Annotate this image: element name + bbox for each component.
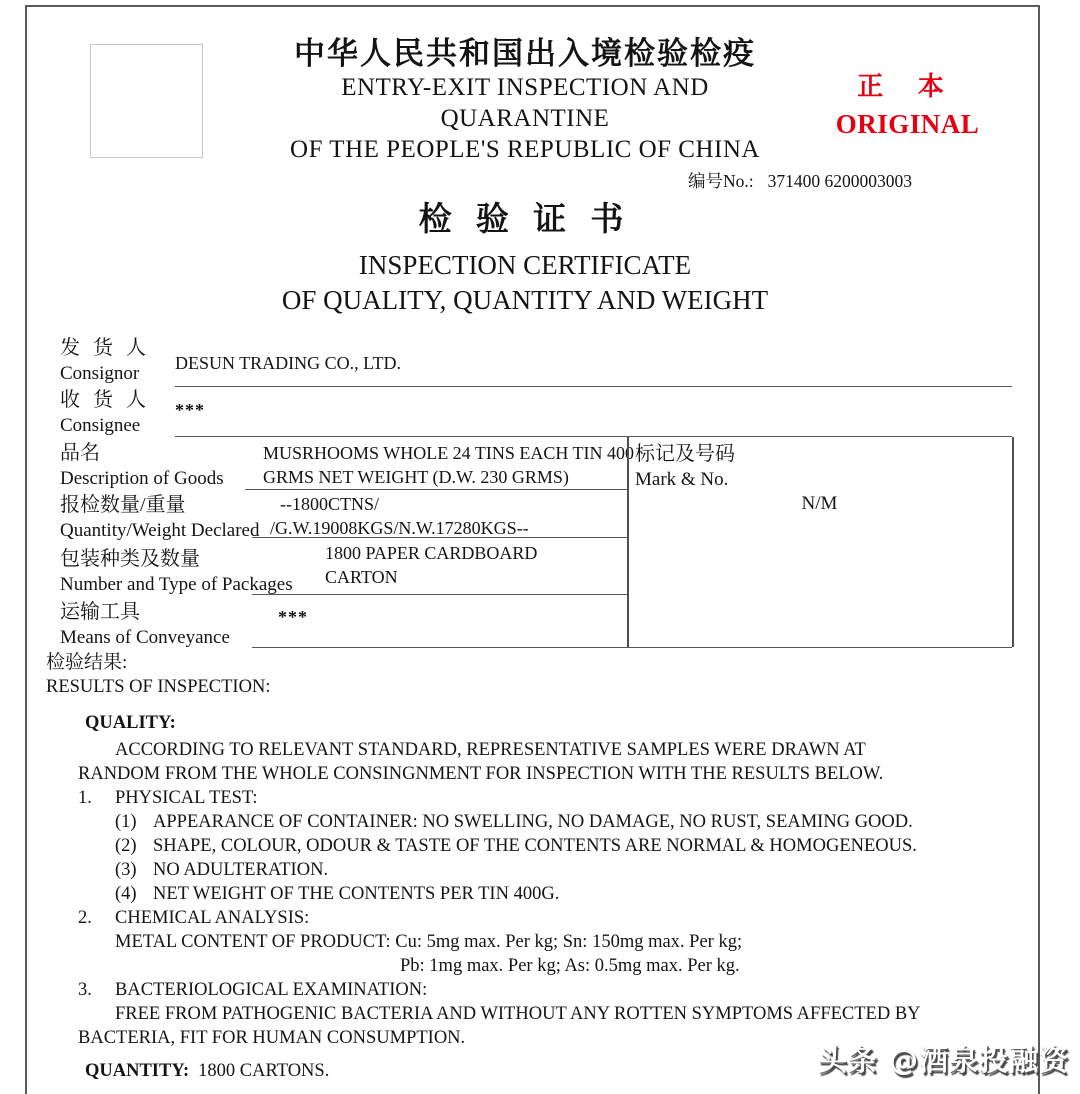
conveyance-label	[60, 599, 230, 651]
item-2-number: (2)	[115, 836, 137, 856]
consignor-underline	[175, 386, 1012, 387]
packages-label	[60, 546, 293, 598]
consignor-value: DESUN TRADING CO., LTD.	[175, 353, 402, 373]
org-name-chinese: 中华人民共和国出入境检验检疫	[294, 36, 756, 71]
mark-label-cn: 标记及号码	[635, 443, 735, 465]
conveyance-value: ***	[278, 607, 308, 627]
chemical-analysis-line1: METAL CONTENT OF PRODUCT: Cu: 5mg max. Per kg; Sn: 150mg max. Per kg;	[115, 932, 743, 952]
serial-number-label: 编号No.:	[688, 171, 754, 191]
serial-number-row	[688, 168, 912, 193]
item-3-number: (3)	[115, 860, 137, 880]
chemical-analysis-number: 2.	[78, 908, 92, 928]
item-2-text: SHAPE, COLOUR, ODOUR & TASTE OF THE CONTENTS ARE NORMAL & HOMOGENEOUS.	[153, 836, 917, 856]
bacteriological-line1: FREE FROM PATHOGENIC BACTERIA AND WITHOUT ANY ROTTEN SYMPTOMS AFFECTED BY	[115, 1004, 921, 1024]
certificate-title	[30, 201, 1020, 316]
physical-test-item-2	[40, 834, 1070, 858]
goods-label-cn: 品名	[60, 442, 100, 464]
physical-test-number: 1.	[78, 788, 92, 808]
chemical-analysis-line2: Pb: 1mg max. Per kg; As: 0.5mg max. Per kg.	[400, 956, 740, 976]
packages-label-cn: 包装种类及数量	[60, 548, 200, 570]
chemical-analysis-heading	[40, 906, 1070, 930]
consignee-label	[60, 387, 150, 439]
mark-box-right-border	[1012, 437, 1014, 647]
bacteriological-title: BACTERIOLOGICAL EXAMINATION:	[115, 980, 428, 1000]
consignee-value: ***	[175, 400, 205, 420]
packages-value-line2: CARTON	[325, 567, 398, 587]
goods-value	[263, 441, 634, 489]
consignor-label-en: Consignor	[60, 363, 140, 384]
consignee-underline	[175, 436, 1012, 437]
physical-test-item-1	[40, 810, 1070, 834]
conveyance-label-en: Means of Conveyance	[60, 627, 230, 648]
item-4-text: NET WEIGHT OF THE CONTENTS PER TIN 400G.	[153, 884, 560, 904]
toutiao-watermark: 头条 @酒泉投融资	[818, 1043, 1070, 1077]
results-heading	[46, 650, 270, 700]
physical-test-heading	[40, 786, 1070, 810]
mark-value: N/M	[801, 493, 838, 514]
serial-number-value: 371400 6200003003	[767, 171, 912, 191]
quality-section-title: QUALITY:	[85, 713, 176, 733]
certificate-title-chinese: 检 验 证 书	[418, 202, 632, 238]
goods-label-en: Description of Goods	[60, 468, 224, 489]
org-name-english-line1: ENTRY-EXIT INSPECTION AND	[341, 74, 709, 101]
packages-row-divider	[252, 594, 627, 595]
results-body	[40, 711, 1070, 1083]
certificate-title-english-line1: INSPECTION CERTIFICATE	[358, 250, 692, 280]
item-1-number: (1)	[115, 812, 137, 832]
goods-label	[60, 440, 224, 492]
original-stamp-chinese: 正 本	[857, 72, 958, 101]
quantity-weight-label-en: Quantity/Weight Declared	[60, 520, 260, 541]
quantity-statement-label: QUANTITY:	[85, 1061, 190, 1081]
goods-value-line1: MUSRHOOMS WHOLE 24 TINS EACH TIN 400	[263, 443, 635, 463]
org-name-english-line3: OF THE PEOPLE'S REPUBLIC OF CHINA	[290, 136, 760, 163]
consignor-label-cn: 发 货 人	[60, 337, 150, 359]
bacteriological-line2: BACTERIA, FIT FOR HUMAN CONSUMPTION.	[78, 1028, 466, 1048]
physical-test-item-4	[40, 882, 1070, 906]
conveyance-label-cn: 运输工具	[60, 601, 140, 623]
goods-value-line2: GRMS NET WEIGHT (D.W. 230 GRMS)	[263, 467, 569, 487]
quality-intro-line2: RANDOM FROM THE WHOLE CONSINGNMENT FOR INSPECTION WITH THE RESULTS BELOW.	[78, 764, 884, 784]
goods-row-divider	[245, 489, 627, 490]
mark-box-left-border	[627, 437, 629, 647]
item-4-number: (4)	[115, 884, 137, 904]
quantity-weight-value	[270, 492, 529, 540]
packages-value	[325, 541, 537, 589]
consignee-label-cn: 收 货 人	[60, 389, 150, 411]
org-name-english-line2: QUARANTINE	[440, 105, 610, 132]
physical-test-title: PHYSICAL TEST:	[115, 788, 258, 808]
mark-label-en: Mark & No.	[635, 469, 729, 490]
results-heading-en: RESULTS OF INSPECTION:	[46, 677, 271, 697]
mark-label	[635, 441, 735, 493]
consignor-label	[60, 335, 150, 387]
item-3-text: NO ADULTERATION.	[153, 860, 329, 880]
packages-label-en: Number and Type of Packages	[60, 574, 293, 595]
quantity-weight-label	[60, 492, 259, 544]
results-heading-cn: 检验结果:	[46, 652, 128, 673]
original-stamp-english: ORIGINAL	[835, 109, 980, 139]
quantity-row-divider	[252, 537, 627, 538]
quality-intro-line1: ACCORDING TO RELEVANT STANDARD, REPRESENTATIVE SAMPLES WERE DRAWN AT	[115, 740, 866, 760]
quantity-weight-value-line2: /G.W.19008KGS/N.W.17280KGS--	[270, 518, 529, 538]
packages-value-line1: 1800 PAPER CARDBOARD	[325, 543, 538, 563]
original-stamp	[805, 72, 1010, 140]
chemical-analysis-title: CHEMICAL ANALYSIS:	[115, 908, 310, 928]
quantity-weight-label-cn: 报检数量/重量	[60, 494, 186, 516]
bacteriological-number: 3.	[78, 980, 92, 1000]
quantity-statement-value: 1800 CARTONS.	[198, 1061, 330, 1081]
bacteriological-heading	[40, 978, 1070, 1002]
item-1-text: APPEARANCE OF CONTAINER: NO SWELLING, NO DAMAGE, NO RUST, SEAMING GOOD.	[153, 812, 913, 832]
certificate-title-english-line2: OF QUALITY, QUANTITY AND WEIGHT	[281, 285, 769, 315]
consignee-label-en: Consignee	[60, 415, 141, 436]
table-bottom-line	[252, 647, 1012, 648]
quantity-weight-value-line1: --1800CTNS/	[280, 494, 379, 514]
physical-test-item-3	[40, 858, 1070, 882]
